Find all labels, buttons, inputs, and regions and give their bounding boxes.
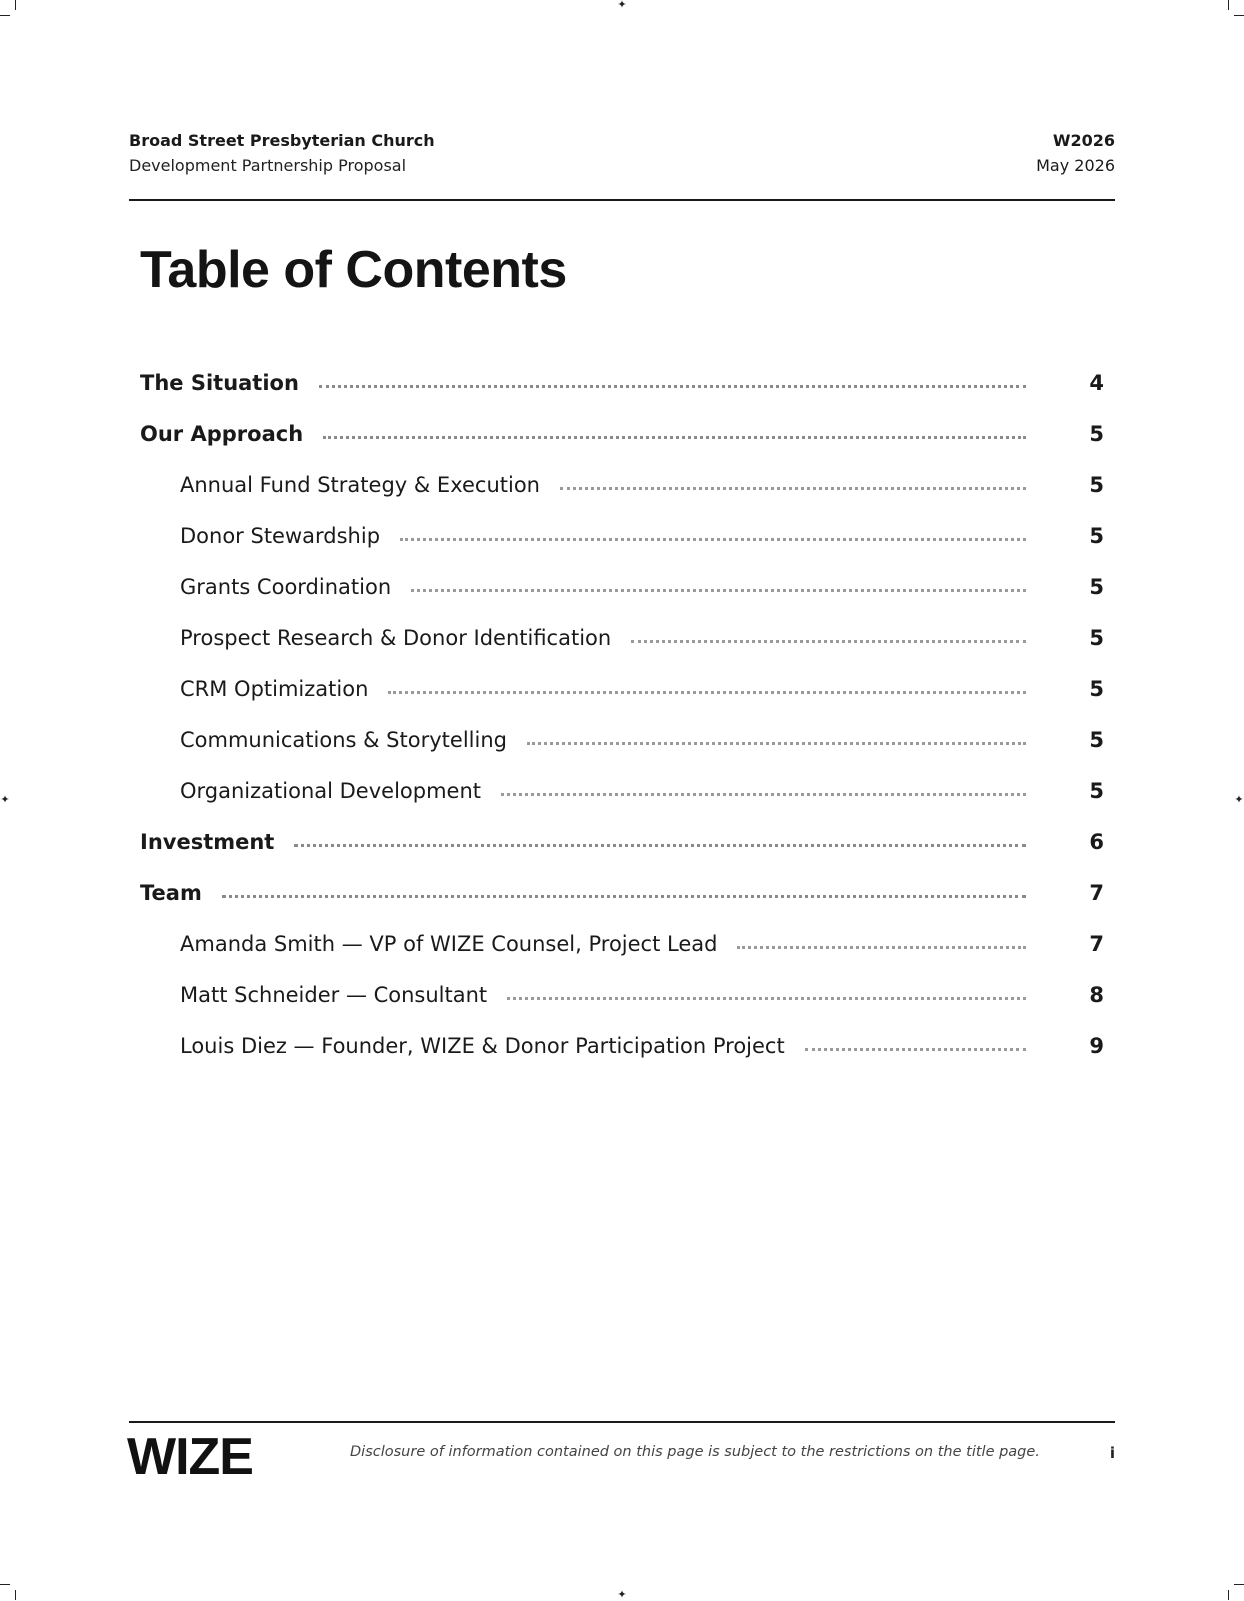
toc-entry-page: 7: [1089, 881, 1104, 905]
toc-entry[interactable]: [140, 473, 1104, 524]
toc-entry[interactable]: [140, 524, 1104, 575]
toc-entry-label: Grants Coordination: [180, 575, 392, 599]
toc-entry[interactable]: [140, 575, 1104, 626]
dot-leader: [294, 844, 1026, 847]
crop-mark: [0, 1584, 10, 1585]
toc-entry-page: 7: [1089, 932, 1104, 956]
toc-entry-label: Prospect Research & Donor Identification: [180, 626, 612, 650]
toc-entry-label: The Situation: [140, 371, 299, 395]
dot-leader: [507, 997, 1026, 1000]
dot-leader: [737, 946, 1026, 949]
toc-entry-page: 5: [1089, 779, 1104, 803]
toc-entry[interactable]: [140, 422, 1104, 473]
toc-entry[interactable]: [140, 983, 1104, 1034]
dot-leader: [388, 691, 1026, 694]
crop-mark: [1228, 0, 1229, 10]
toc-entry-page: 5: [1089, 422, 1104, 446]
toc-entry[interactable]: [140, 1034, 1104, 1085]
crop-mark: [15, 0, 16, 10]
wize-logo: WIZE: [127, 1428, 253, 1486]
toc-entry-page: 5: [1089, 524, 1104, 548]
document-date: May 2026: [1036, 156, 1115, 175]
toc-entry-label: Donor Stewardship: [180, 524, 381, 548]
toc-entry-page: 8: [1089, 983, 1104, 1007]
dot-leader: [319, 385, 1026, 388]
toc-entry-page: 6: [1089, 830, 1104, 854]
page-header: [129, 131, 1115, 175]
dot-leader: [323, 436, 1026, 439]
organization-name: Broad Street Presbyterian Church: [129, 131, 435, 150]
dot-leader: [631, 640, 1026, 643]
header-meta: [1036, 131, 1115, 175]
toc-entry[interactable]: [140, 932, 1104, 983]
toc-entry-page: 5: [1089, 575, 1104, 599]
registration-mark: ✦: [0, 793, 10, 806]
toc-entry-label: Annual Fund Strategy & Execution: [180, 473, 540, 497]
toc-entry-page: 5: [1089, 473, 1104, 497]
toc-entry[interactable]: [140, 830, 1104, 881]
document-code: W2026: [1052, 131, 1115, 150]
document-title: Development Partnership Proposal: [129, 156, 407, 175]
toc-entry-label: Louis Diez — Founder, WIZE & Donor Participation Project: [180, 1034, 785, 1058]
table-of-contents: [140, 371, 1104, 1085]
registration-mark: ✦: [617, 0, 627, 11]
toc-entry-label: Team: [140, 881, 202, 905]
toc-entry[interactable]: [140, 881, 1104, 932]
toc-entry[interactable]: [140, 677, 1104, 728]
toc-entry[interactable]: [140, 626, 1104, 677]
dot-leader: [222, 895, 1026, 898]
registration-mark: ✦: [617, 1588, 627, 1601]
toc-entry[interactable]: [140, 779, 1104, 830]
toc-entry-label: Investment: [140, 830, 275, 854]
dot-leader: [527, 742, 1026, 745]
crop-mark: [1234, 1584, 1244, 1585]
crop-mark: [1228, 1590, 1229, 1600]
toc-entry[interactable]: [140, 371, 1104, 422]
dot-leader: [560, 487, 1026, 490]
toc-entry-page: 9: [1089, 1034, 1104, 1058]
registration-mark: ✦: [1234, 793, 1244, 806]
dot-leader: [501, 793, 1026, 796]
page-number: i: [1109, 1444, 1115, 1462]
dot-leader: [411, 589, 1026, 592]
toc-entry-label: Communications & Storytelling: [180, 728, 507, 752]
toc-entry-page: 5: [1089, 677, 1104, 701]
header-divider: [129, 199, 1115, 201]
toc-entry-label: Our Approach: [140, 422, 304, 446]
dot-leader: [400, 538, 1026, 541]
toc-entry-label: Amanda Smith — VP of WIZE Counsel, Project Lead: [180, 932, 718, 956]
footer-divider: [129, 1421, 1115, 1423]
toc-entry-page: 5: [1089, 728, 1104, 752]
crop-mark: [1234, 15, 1244, 16]
toc-entry-page: 4: [1089, 371, 1104, 395]
toc-entry-label: Organizational Development: [180, 779, 482, 803]
dot-leader: [805, 1048, 1026, 1051]
toc-entry-page: 5: [1089, 626, 1104, 650]
crop-mark: [15, 1590, 16, 1600]
toc-entry[interactable]: [140, 728, 1104, 779]
page-title: Table of Contents: [140, 241, 567, 299]
toc-entry-label: CRM Optimization: [180, 677, 369, 701]
toc-entry-label: Matt Schneider — Consultant: [180, 983, 488, 1007]
disclosure-notice: Disclosure of information contained on this page is subject to the restrictions on the title page.: [350, 1444, 1040, 1460]
crop-mark: [0, 15, 10, 16]
